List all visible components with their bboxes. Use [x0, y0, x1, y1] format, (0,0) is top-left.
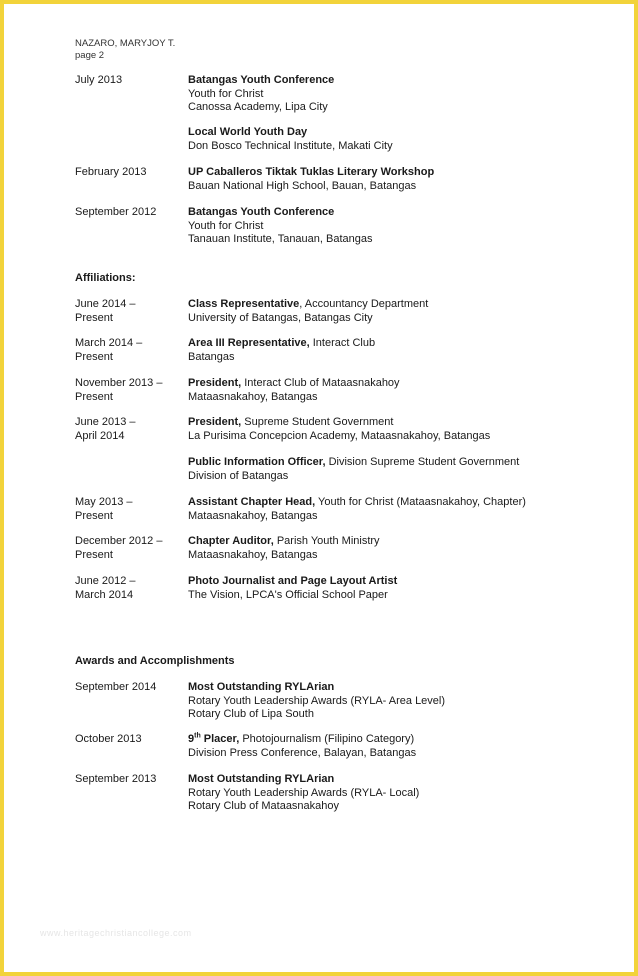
- entry-date: June 2013 –: [75, 416, 136, 428]
- entry-line: The Vision, LPCA's Official School Paper: [188, 588, 388, 601]
- entry-date: Present: [75, 548, 113, 561]
- entry-line: Rotary Club of Lipa South: [188, 708, 314, 721]
- entry-title: 9: [188, 733, 195, 745]
- entry-role: President,: [188, 416, 242, 428]
- entry-org: Interact Club of Mataasnakahoy: [241, 377, 400, 389]
- entry-title: Batangas Youth Conference: [188, 74, 335, 86]
- entry-date: February 2013: [75, 166, 147, 178]
- resume-page: [4, 4, 634, 972]
- entry-title: Most Outstanding RYLArian: [188, 681, 335, 693]
- entry-org: Youth for Christ (Mataasnakahoy, Chapter): [315, 496, 526, 508]
- entry-role: Chapter Auditor,: [188, 535, 274, 547]
- entry-date: September 2013: [75, 773, 157, 785]
- entry-date: March 2014: [75, 588, 134, 601]
- entry-date: July 2013: [75, 74, 123, 86]
- entry-date: September 2012: [75, 206, 157, 218]
- entry-line: Rotary Youth Leadership Awards (RYLA- Local): [188, 786, 420, 799]
- entry-title: UP Caballeros Tiktak Tuklas Literary Workshop: [188, 166, 435, 178]
- entry-line: University of Batangas, Batangas City: [188, 311, 373, 324]
- entry-date: October 2013: [75, 733, 142, 745]
- entry-line: La Purisima Concepcion Academy, Mataasnakahoy, Batangas: [188, 429, 491, 442]
- entry-date: Present: [75, 311, 113, 324]
- entry-date: December 2012 –: [75, 535, 163, 547]
- entry-date: Present: [75, 350, 113, 363]
- entry-date: June 2012 –: [75, 575, 136, 587]
- header-name: NAZARO, MARYJOY T.: [75, 38, 176, 49]
- entry-title: Most Outstanding RYLArian: [188, 773, 335, 785]
- entry-org: Photojournalism (Filipino Category): [239, 733, 415, 745]
- entry-line: Batangas: [188, 350, 235, 363]
- entry-line: Mataasnakahoy, Batangas: [188, 548, 318, 561]
- entry-org: Supreme Student Government: [241, 416, 394, 428]
- entry-line: Don Bosco Technical Institute, Makati City: [188, 139, 393, 152]
- affiliations-heading: Affiliations:: [75, 272, 136, 284]
- entry-date: March 2014 –: [75, 337, 143, 349]
- entry-role: Public Information Officer,: [188, 456, 326, 468]
- entry-date: September 2014: [75, 681, 157, 693]
- entry-date: May 2013 –: [75, 496, 133, 508]
- entry-title: Batangas Youth Conference: [188, 206, 335, 218]
- awards-heading: Awards and Accomplishments: [75, 655, 235, 667]
- entry-title-rest: Placer,: [200, 733, 240, 745]
- page-header: [75, 38, 175, 62]
- entry-date: Present: [75, 509, 113, 522]
- entry-line: Youth for Christ: [188, 219, 264, 232]
- entry-date: Present: [75, 390, 113, 403]
- entry-line: Tanauan Institute, Tanauan, Batangas: [188, 233, 373, 246]
- entry-org: Division Supreme Student Government: [325, 456, 520, 468]
- entry-date: November 2013 –: [75, 377, 163, 389]
- entry-line: Division of Batangas: [188, 469, 289, 482]
- entry-org: Parish Youth Ministry: [273, 535, 380, 547]
- entry-line: Youth for Christ: [188, 87, 264, 100]
- entry-role: Assistant Chapter Head,: [188, 496, 316, 508]
- entry-date: June 2014 –: [75, 298, 136, 310]
- entry-date: April 2014: [75, 429, 125, 442]
- entry-org: Interact Club: [309, 337, 376, 349]
- entry-role: Class Representative: [188, 298, 300, 310]
- entry-line: Mataasnakahoy, Batangas: [188, 509, 318, 522]
- entry-role: President,: [188, 377, 242, 389]
- entry-line: Bauan National High School, Bauan, Batangas: [188, 179, 417, 192]
- entry-role: Photo Journalist and Page Layout Artist: [188, 575, 398, 587]
- header-page-number: page 2: [75, 50, 105, 61]
- watermark: www.heritagechristiancollege.com: [40, 928, 192, 938]
- entry-line: Rotary Club of Mataasnakahoy: [188, 800, 340, 813]
- entry-line: Mataasnakahoy, Batangas: [188, 390, 318, 403]
- ordinal-suffix: th: [194, 732, 201, 740]
- entry-line: Rotary Youth Leadership Awards (RYLA- Area Level): [188, 694, 446, 707]
- entry-org: , Accountancy Department: [299, 298, 429, 310]
- entry-line: Division Press Conference, Balayan, Batangas: [188, 746, 417, 759]
- entry-title: Local World Youth Day: [188, 126, 308, 138]
- entry-line: Canossa Academy, Lipa City: [188, 101, 328, 114]
- entry-role: Area III Representative,: [188, 337, 310, 349]
